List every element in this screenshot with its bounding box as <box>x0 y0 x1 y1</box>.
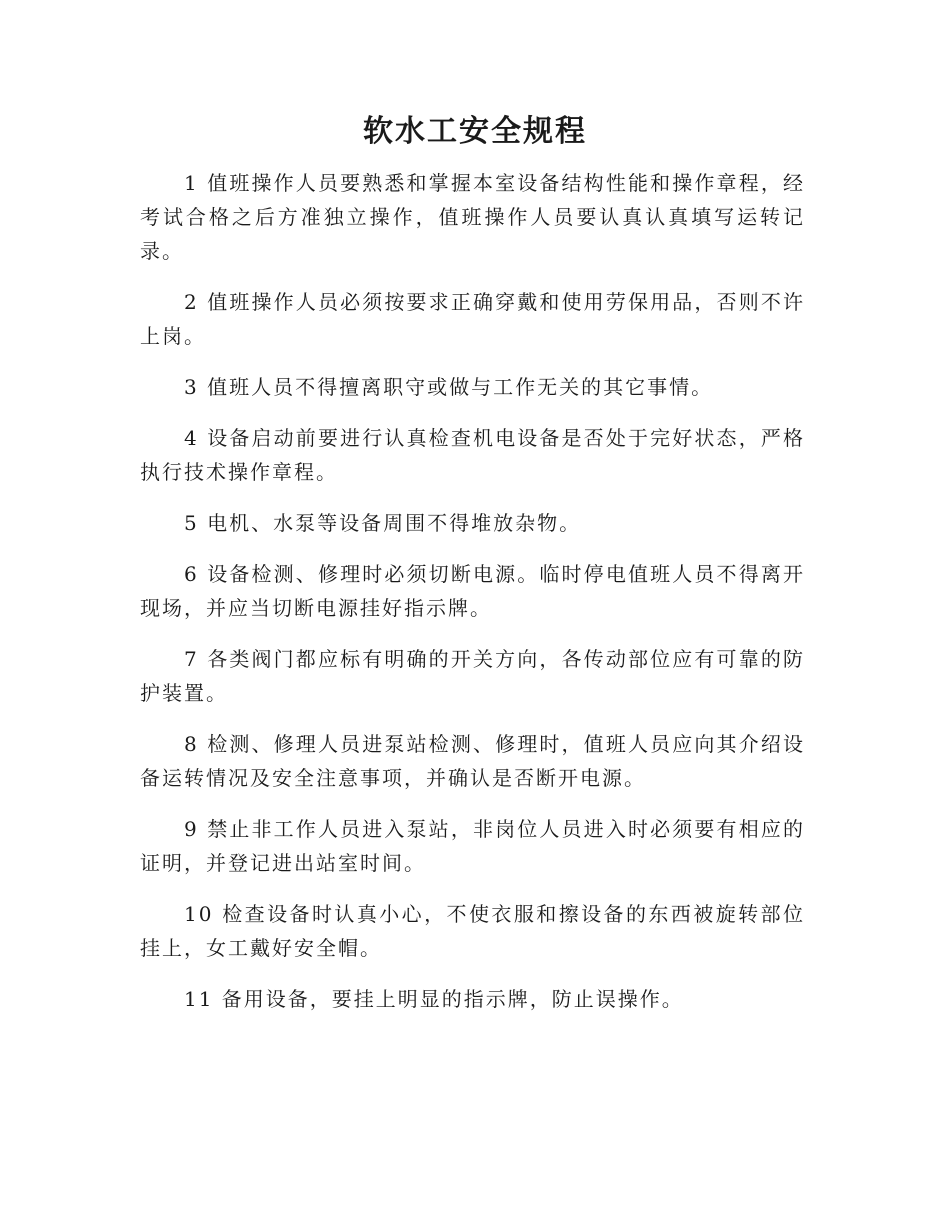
paragraph-6: 6 设备检测、修理时必须切断电源。临时停电值班人员不得离开现场，并应当切断电源挂好指示牌。 <box>140 562 805 620</box>
paragraph-5: 5 电机、水泵等设备周围不得堆放杂物。 <box>184 511 582 535</box>
paragraph-11: 11 备用设备，要挂上明显的指示牌，防止误操作。 <box>184 987 684 1011</box>
paragraph-4: 4 设备启动前要进行认真检查机电设备是否处于完好状态，严格执行技术操作章程。 <box>140 426 805 484</box>
paragraph-1: 1 值班操作人员要熟悉和掌握本室设备结构性能和操作章程，经考试合格之后方准独立操作，值班操作人员要认真认真填写运转记录。 <box>140 171 805 263</box>
paragraph-8: 8 检测、修理人员进泵站检测、修理时，值班人员应向其介绍设备运转情况及安全注意事项，并确认是否断开电源。 <box>140 732 805 790</box>
paragraph-3: 3 值班人员不得擅离职守或做与工作无关的其它事情。 <box>184 375 714 399</box>
paragraph-10: 10 检查设备时认真小心，不使衣服和擦设备的东西被旋转部位挂上，女工戴好安全帽。 <box>140 902 805 960</box>
document-title: 软水工安全规程 <box>363 114 587 149</box>
paragraph-7: 7 各类阀门都应标有明确的开关方向，各传动部位应有可靠的防护装置。 <box>140 647 805 705</box>
document-body <box>140 166 805 1033</box>
paragraph-2: 2 值班操作人员必须按要求正确穿戴和使用劳保用品，否则不许上岗。 <box>140 290 805 348</box>
paragraph-9: 9 禁止非工作人员进入泵站，非岗位人员进入时必须要有相应的证明，并登记进出站室时间。 <box>140 817 805 875</box>
